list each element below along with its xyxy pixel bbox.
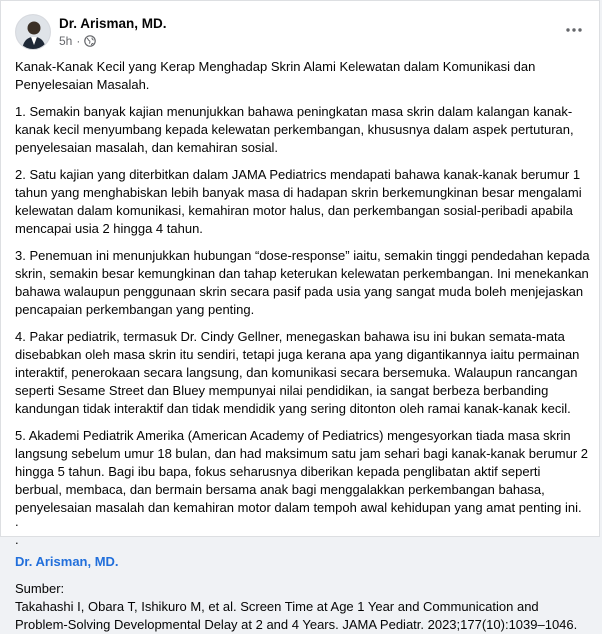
post-time[interactable]: 5h [59, 34, 73, 48]
source-label: Sumber: [15, 581, 65, 596]
paragraph-1: 1. Semakin banyak kajian menunjukkan bahawa peningkatan masa skrin dalam kalangan kanak-kanak kecil menyumbang kepada kelewatan perkembangan, khususnya dalam aspek pertuturan, penyelesaian masalah, dan kemahiran sosial. [15, 104, 574, 155]
paragraph-4: 4. Pakar pediatrik, termasuk Dr. Cindy Gellner, menegaskan bahawa isu ini bukan semata-mata disebabkan oleh masa skrin itu sendiri, tetapi juga kerana apa yang digantikannya iaitu permainan interaktif, penerokaan secara langsung, dan komunikasi secara bersemuka. Walaupun rancangan seperti Sesame Street dan Bluey mempunyai nilai pendidikan, ia sangat berbeza berbanding kandungan tidak interaktif dan tidak mendidik yang sering ditonton oleh ramai kanak-kanak kecil. [15, 329, 580, 416]
dot-line-2: . [15, 532, 19, 547]
author-signature-link[interactable]: Dr. Arisman, MD. [15, 554, 119, 569]
avatar-image [16, 15, 51, 50]
paragraph-2: 2. Satu kajian yang diterbitkan dalam JAMA Pediatrics mendapati bahawa kanak-kanak berumur 1 tahun yang menghabiskan lebih banyak masa di hadapan skrin berkemungkinan besar mengalami kelewatan dalam komunikasi, kemahiran motor halus, dan perkembangan sosial-peribadi apabila mencapai usia 2 hingga 4 tahun. [15, 167, 582, 236]
post-title: Kanak-Kanak Kecil yang Kerap Menghadap Skrin Alami Kelewatan dalam Komunikasi dan Penyelesaian Masalah. [15, 59, 536, 92]
post-meta [59, 34, 96, 48]
avatar[interactable] [15, 14, 51, 50]
paragraph-5: 5. Akademi Pediatrik Amerika (American Academy of Pediatrics) mengesyorkan tiada masa skrin langsung sebelum umur 18 bulan, dan had maksimum satu jam sehari bagi kanak-kanak berumur 2 hingga 5 tahun. Bagi ibu bapa, fokus seharusnya diberikan kepada penglibatan aktif seperti berbual, membaca, dan bermain bersama anak bagi menggalakkan perkembangan bahasa, penyelesaian masalah dan kemahiran motor dalam tempoh awal kehidupan yang amat penting ini. [15, 428, 589, 515]
globe-icon [84, 35, 96, 47]
more-options-icon[interactable] [560, 18, 588, 42]
post-content [15, 58, 590, 634]
author-name[interactable]: Dr. Arisman, MD. [59, 16, 167, 31]
dot-line-1: . [15, 514, 19, 529]
meta-separator: · [76, 34, 81, 48]
source-citation: Takahashi I, Obara T, Ishikuro M, et al. Screen Time at Age 1 Year and Communication and Problem-Solving Developmental Delay at 2 and 4 Years. JAMA Pediatr. 2023;177(10):1039–1046. [15, 599, 578, 632]
post-header [15, 14, 590, 54]
paragraph-3: 3. Penemuan ini menunjukkan hubungan “dose-response” iaitu, semakin tinggi pendedahan kepada skrin, semakin besar kemungkinan dan tahap keterukan kelewatan perkembangan. Ini menekankan bahawa walaupun penggunaan skrin secara pasif pada usia yang sangat muda boleh menjejaskan pencapaian perkembangan yang penting. [15, 248, 590, 317]
